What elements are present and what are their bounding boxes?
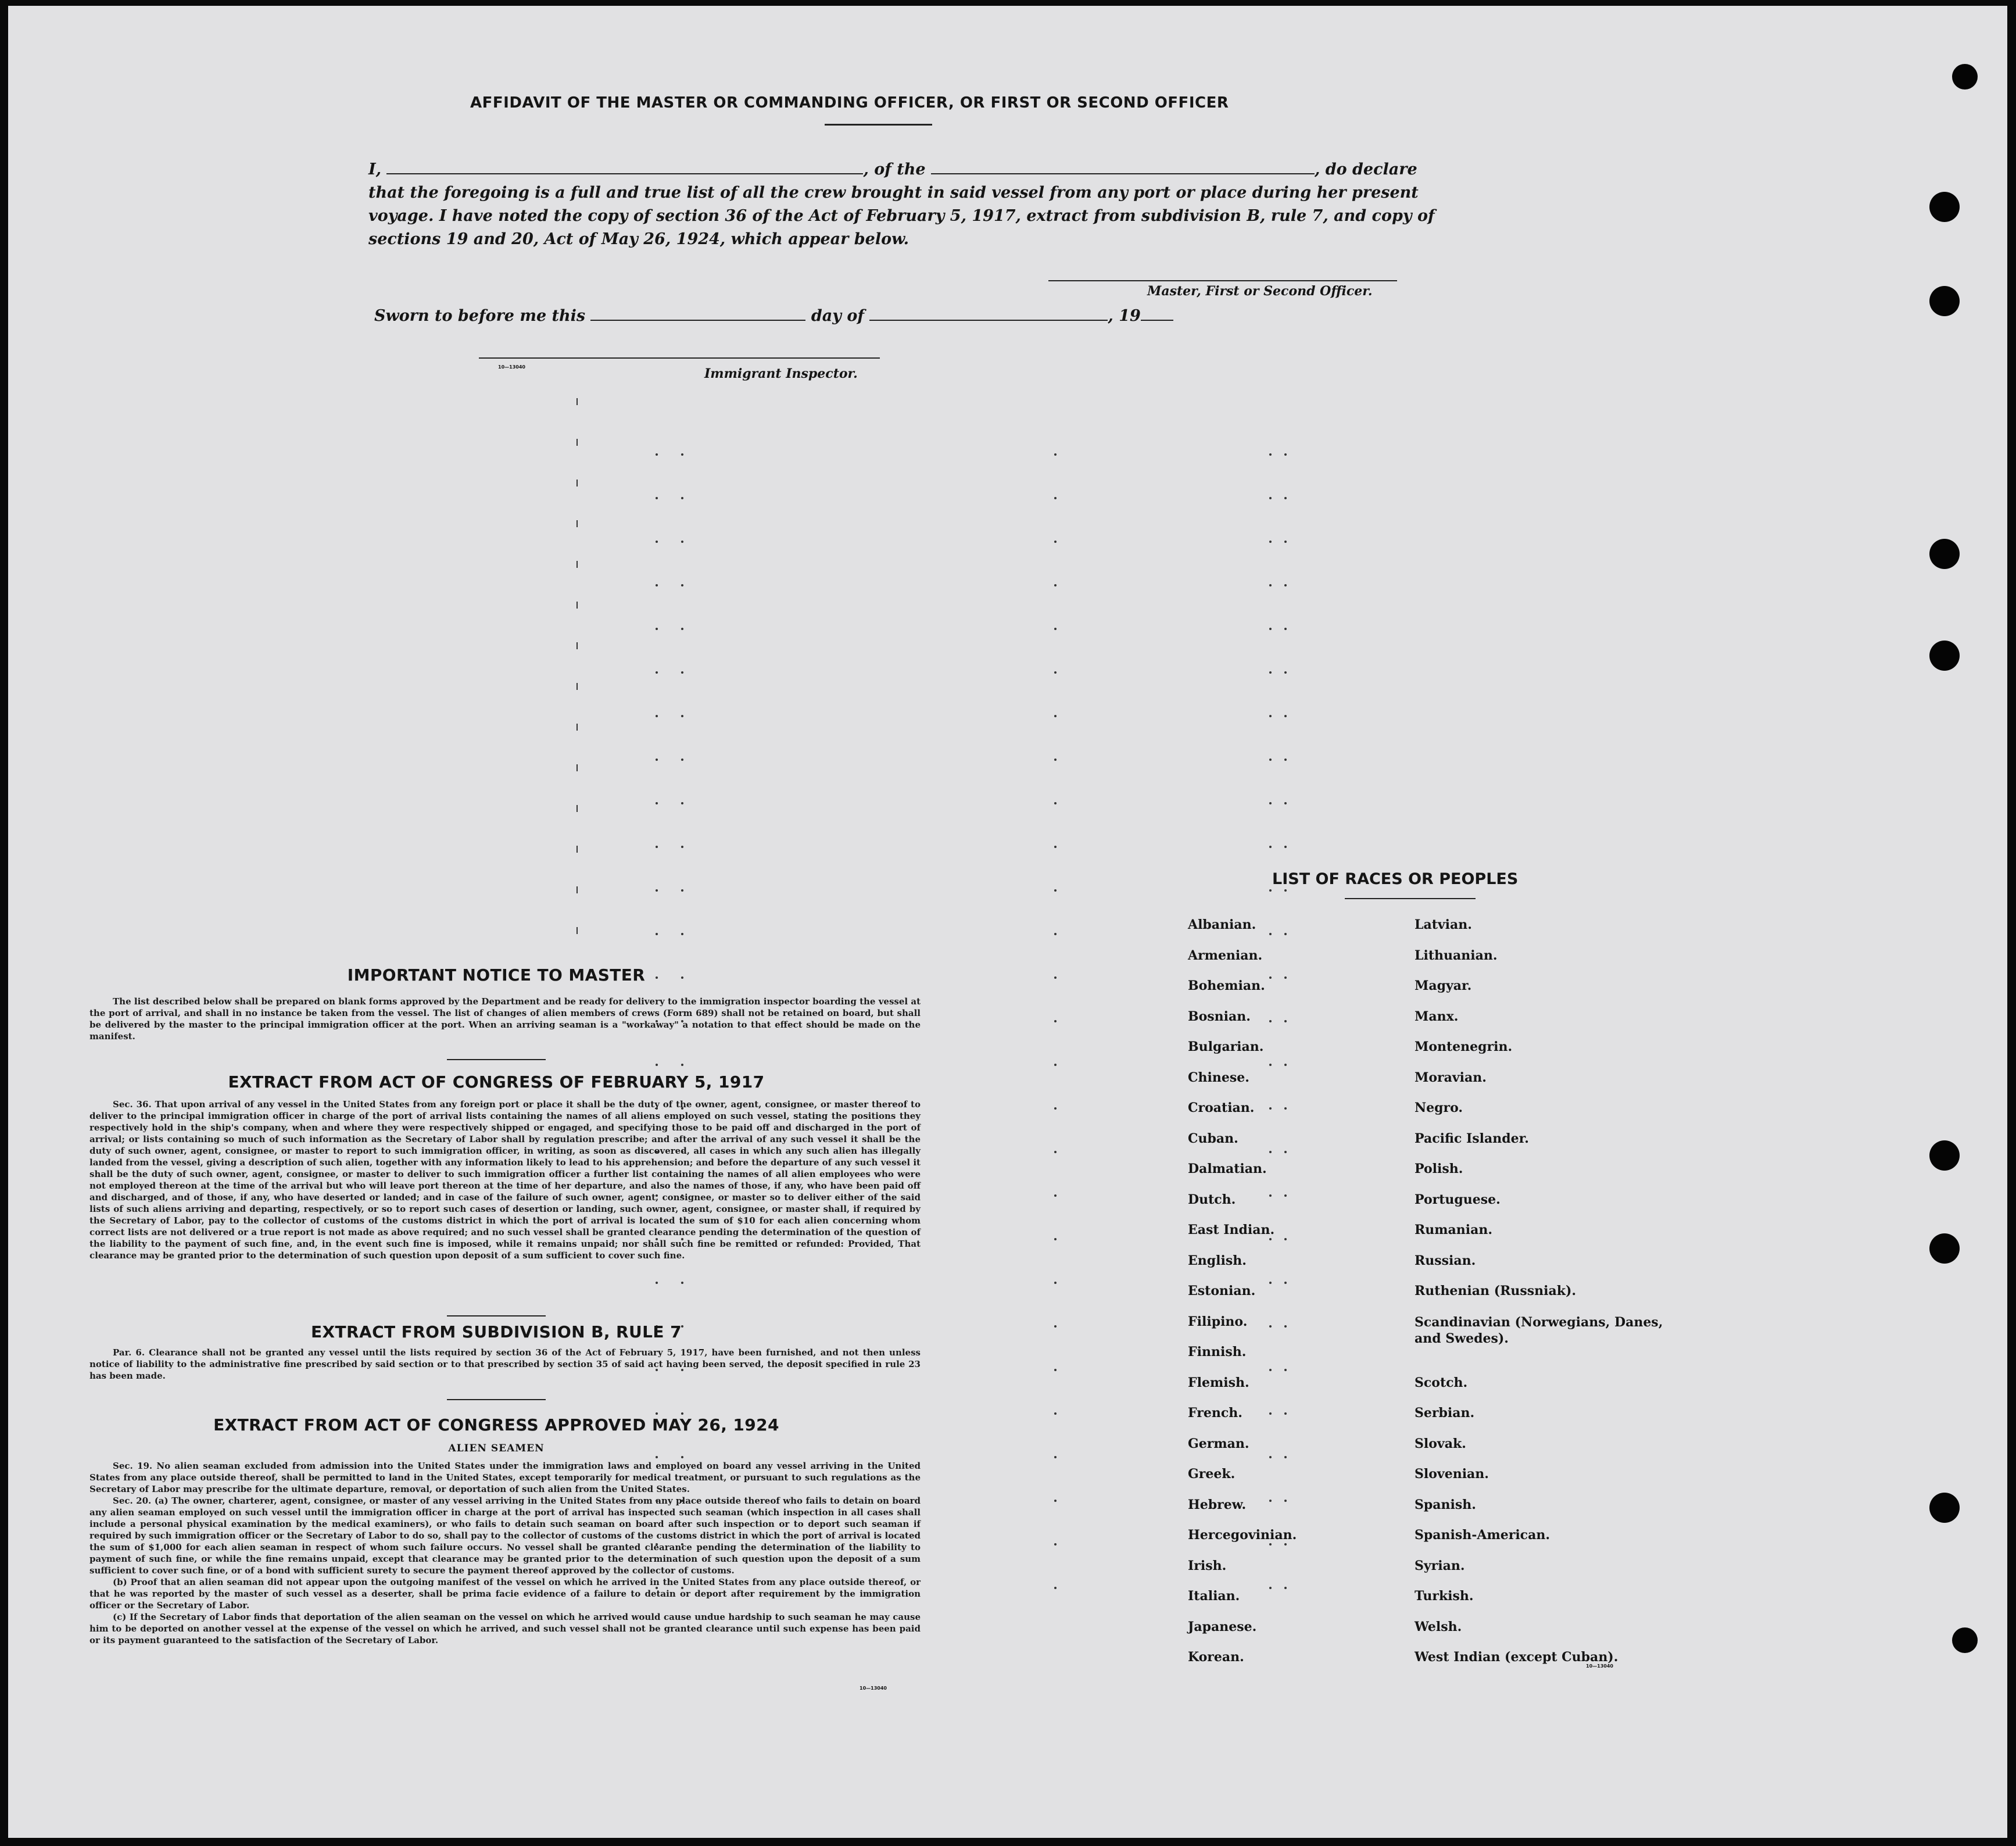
scan-dot xyxy=(681,802,683,804)
scan-dot xyxy=(1269,541,1272,543)
scan-dot xyxy=(681,453,683,456)
scan-dot xyxy=(1269,497,1272,499)
scan-dot xyxy=(656,541,658,543)
scan-dot xyxy=(1054,671,1057,674)
sec-20a-paragraph: Sec. 20. (a) The owner, charterer, agent, consignee, or master of any vessel arriving in the United States from any place outside thereof who fails to detain on board any alien seaman employed on such vessel until the immigration officer in charge at the port of arrival has inspected such seaman (which inspection in all cases shall include a personal physical examination by the medical examiners), or who fails to detain such seaman on board after such inspection or to deport such seaman if required by such immigration officer or the Secretary of Labor to do so, shall pay to the collector of customs of the customs district in which the port of arrival is located the sum of $1,000 for each alien seaman in respect of whom such failure occurs. No vessel shall be granted clearance pending the determination of the liability to payment of such fine, or while the fine remains unpaid, except that clearance may be granted prior to the determination of such question upon the deposit of a sum sufficient to cover such fine, or of a bond with sufficient surety to secure the payment thereof approved by the collector of customs. xyxy=(89,1496,921,1576)
scan-dot xyxy=(656,802,658,804)
scan-tick xyxy=(576,886,578,893)
race-item: Spanish. xyxy=(1415,1497,1476,1512)
race-item: Greek. xyxy=(1188,1466,1236,1482)
race-item: Spanish-American. xyxy=(1415,1527,1550,1543)
section-divider xyxy=(447,1399,546,1400)
scan-dot xyxy=(1054,1194,1057,1197)
race-item: Rumanian. xyxy=(1415,1222,1493,1237)
scan-dot xyxy=(1269,759,1272,761)
race-item: Scotch. xyxy=(1415,1375,1468,1390)
binder-hole xyxy=(1929,641,1960,671)
scan-dot xyxy=(656,1412,658,1415)
race-item: Chinese. xyxy=(1188,1069,1249,1085)
extract-1924-text xyxy=(89,1460,921,1646)
race-item: Croatian. xyxy=(1188,1100,1255,1115)
sworn-prefix: Sworn to before me this xyxy=(374,307,586,325)
scan-tick xyxy=(576,846,578,853)
scan-dot xyxy=(681,671,683,674)
scan-dot xyxy=(1054,1456,1057,1458)
scan-dot xyxy=(1269,584,1272,586)
form-number: 10—13040 xyxy=(1586,1663,1613,1669)
race-item: Irish. xyxy=(1188,1558,1227,1573)
scan-tick xyxy=(576,642,578,649)
scan-tick xyxy=(576,520,578,527)
scan-dot xyxy=(1284,759,1287,761)
scan-dot xyxy=(1054,584,1057,586)
extract-1917-text xyxy=(89,1099,921,1261)
race-item: Lithuanian. xyxy=(1415,947,1498,963)
race-item: Estonian. xyxy=(1188,1283,1256,1298)
binder-hole xyxy=(1929,1493,1960,1523)
scan-dot xyxy=(681,933,683,935)
races-divider xyxy=(1345,898,1476,899)
affidavit-declaration xyxy=(368,158,1444,251)
notice-paragraph: The list described below shall be prepared on blank forms approved by the Department and be ready for delivery to the immigration inspector boarding the vessel at the port of arrival, and shall in no instance be taken from the vessel. The list of changes of alien members of crews (Form 689) shall not be retained on board, but shall be delivered by the master to the principal immigration officer at the port. When an arriving seaman is a "workaway" a notation to that effect should be made on the manifest. xyxy=(89,996,921,1042)
scan-dot xyxy=(1284,541,1287,543)
scan-tick xyxy=(576,724,578,731)
scan-dot xyxy=(681,1282,683,1284)
scan-dot xyxy=(681,1412,683,1415)
scan-dot xyxy=(1054,846,1057,848)
form-number: 10—13040 xyxy=(498,364,525,370)
scan-dot xyxy=(656,1064,658,1066)
scan-dot xyxy=(1054,1412,1057,1415)
races-right-column xyxy=(1415,917,1670,1680)
alien-seamen-subheading: ALIEN SEAMEN xyxy=(448,1443,545,1454)
race-item: West Indian (except Cuban). xyxy=(1415,1650,1618,1665)
scan-dot xyxy=(656,497,658,499)
section-divider xyxy=(447,1059,546,1060)
inspector-label: Immigrant Inspector. xyxy=(704,366,858,381)
scan-dot xyxy=(1054,497,1057,499)
scan-dot xyxy=(1054,1369,1057,1371)
scan-dot xyxy=(681,628,683,630)
scan-tick xyxy=(576,480,578,486)
scan-dot xyxy=(1054,715,1057,717)
race-item: Ruthenian (Russniak). xyxy=(1415,1283,1577,1298)
scan-dot xyxy=(656,759,658,761)
scan-dot xyxy=(681,759,683,761)
scan-dot xyxy=(656,889,658,892)
document-page xyxy=(8,6,2007,1838)
scan-dot xyxy=(1284,846,1287,848)
scan-dot xyxy=(1054,453,1057,456)
declarant-name-field[interactable] xyxy=(386,160,863,174)
scan-dot xyxy=(1269,715,1272,717)
scan-dot xyxy=(1054,541,1057,543)
scan-dot xyxy=(1054,933,1057,935)
do-declare-label: , do declare xyxy=(1314,160,1417,178)
declarant-prefix: I, xyxy=(368,160,382,178)
race-item: French. xyxy=(1188,1405,1242,1421)
sworn-month-field[interactable] xyxy=(869,308,1108,321)
binder-hole xyxy=(1952,1627,1978,1653)
par-6-paragraph: Par. 6. Clearance shall not be granted any vessel until the lists required by section 36 of the Act of February 5, 1917, have been furnished, and not then unless notice of liability to the administrative fine prescribed by said section or to that prescribed by section 35 of said act having been served, the deposit specified in rule 23 has been made. xyxy=(89,1347,921,1381)
year-prefix: , 19 xyxy=(1108,307,1141,325)
sec-19-paragraph: Sec. 19. No alien seaman excluded from admission into the United States under the immigration laws and employed on board any vessel arriving in the United States from any place outside thereof, shall be permitted to land in the United States, except temporarily for medical treatment, or pursuant to such regulations as the Secretary of Labor may prescribe for the ultimate departure, removal, or deportation of such alien from the United States. xyxy=(89,1461,921,1494)
scan-dot xyxy=(1054,1500,1057,1502)
scan-dot xyxy=(681,497,683,499)
sworn-year-field[interactable] xyxy=(1141,308,1173,321)
scan-dot xyxy=(656,453,658,456)
race-item: Latvian. xyxy=(1415,917,1472,932)
race-item: Italian. xyxy=(1188,1589,1240,1604)
scan-dot xyxy=(1284,715,1287,717)
scan-dot xyxy=(1284,889,1287,892)
extract-1924-heading: EXTRACT FROM ACT OF CONGRESS APPROVED MAY 26, 1924 xyxy=(213,1415,779,1434)
race-item: Montenegrin. xyxy=(1415,1039,1513,1054)
race-item: Dalmatian. xyxy=(1188,1161,1267,1176)
scan-dot xyxy=(1269,453,1272,456)
race-item: Scandinavian (Norwegians, Danes, and Swedes). xyxy=(1415,1314,1663,1346)
scan-dot xyxy=(1054,1107,1057,1110)
scan-tick xyxy=(576,764,578,771)
scan-dot xyxy=(1269,846,1272,848)
race-item: Finnish. xyxy=(1188,1344,1247,1360)
race-item: Portuguese. xyxy=(1415,1192,1501,1207)
scan-dot xyxy=(1054,802,1057,804)
declaration-line-1 xyxy=(368,158,1444,181)
signature-label: Master, First or Second Officer. xyxy=(1147,284,1373,299)
section-divider xyxy=(447,1315,546,1316)
race-item: Turkish. xyxy=(1415,1589,1474,1604)
race-item: Manx. xyxy=(1415,1008,1459,1024)
day-of-label: day of xyxy=(811,307,864,325)
race-item: Moravian. xyxy=(1415,1069,1487,1085)
scan-dot xyxy=(1269,628,1272,630)
binder-hole xyxy=(1929,192,1960,222)
race-item: Pacific Islander. xyxy=(1415,1131,1529,1146)
extract-1917-heading: EXTRACT FROM ACT OF CONGRESS OF FEBRUARY 5, 1917 xyxy=(228,1072,765,1092)
rule7-text xyxy=(89,1347,921,1382)
scan-dot xyxy=(1054,1587,1057,1589)
scan-dot xyxy=(656,584,658,586)
race-item: Slovak. xyxy=(1415,1436,1466,1451)
scan-dot xyxy=(1054,1151,1057,1153)
race-item: Bohemian. xyxy=(1188,978,1265,993)
scan-dot xyxy=(681,846,683,848)
scan-tick xyxy=(576,602,578,609)
race-item: Negro. xyxy=(1415,1100,1463,1115)
race-item: Polish. xyxy=(1415,1161,1463,1176)
scan-dot xyxy=(681,541,683,543)
race-item: Magyar. xyxy=(1415,978,1472,993)
scan-dot xyxy=(1284,584,1287,586)
race-item: Serbian. xyxy=(1415,1405,1475,1421)
scan-tick xyxy=(576,439,578,446)
race-item: East Indian. xyxy=(1188,1222,1275,1237)
scan-dot xyxy=(1054,976,1057,979)
race-item: Russian. xyxy=(1415,1253,1476,1268)
sec-20c-paragraph: (c) If the Secretary of Labor finds that deportation of the alien seaman on the vessel on which he arrived would cause undue hardship to such seaman he may cause him to be deported on another vessel at the expense of the vessel on which he arrived, and such vessel shall not be granted clearance until such expense has been paid or its payment guaranteed to the satisfaction of the Secretary of Labor. xyxy=(89,1612,921,1645)
race-item: Bosnian. xyxy=(1188,1008,1251,1024)
sec-36-paragraph: Sec. 36. That upon arrival of any vessel in the United States from any foreign port or place it shall be the duty of the owner, agent, consignee, or master thereof to deliver to the principal immigration officer in charge of the port of arrival lists containing the names of all aliens employed on such vessel, stating the positions they respectively hold in the ship's company, when and where they were respectively shipped or engaged, and specifying those to be paid off and discharged in the port of arrival; or lists containing so much of such information as the Secretary of Labor shall by regulation prescribe; and after the arrival of any such vessel it shall be the duty of such owner, agent, consignee, or master to report to such immigration officer, in writing, as soon as discovered, all cases in which any such alien has illegally landed from the vessel, giving a description of such alien, together with any information likely to lead to his apprehension; and before the departure of any such vessel it shall be the duty of such owner, agent, consignee, or master to deliver to such immigration officer a further list containing the names of all alien employees who were not employed thereon at the time of the arrival but who will leave port thereon at the time of her departure, and also the names of those, if any, who have been paid off and discharged, and of those, if any, who have deserted or landed; and in case of the failure of such owner, agent, consignee, or master so to deliver either of the said lists of such aliens arriving and departing, respectively, or so to report such cases of desertion or landing, such owner, agent, consignee, or master shall, if required by the Secretary of Labor, pay to the collector of customs of the customs district in which the port of arrival is located the sum of $10 for each alien concerning whom correct lists are not delivered or a true report is not made as above required; and no such vessel shall be granted clearance pending the determination of the question of the liability to the payment of such fine, and, in the event such fine is imposed, while it remains unpaid; nor shall such fine be remitted or refunded: Provided, That clearance may be granted prior to the determination of such question upon deposit of a sum sufficient to cover such fine. xyxy=(89,1099,921,1261)
scan-dot xyxy=(1284,497,1287,499)
scan-dot xyxy=(681,1456,683,1458)
scan-dot xyxy=(656,846,658,848)
form-number: 10—13040 xyxy=(860,1686,887,1691)
scan-dot xyxy=(1054,628,1057,630)
races-left-column xyxy=(1188,917,1297,1680)
scan-dot xyxy=(681,889,683,892)
races-heading: LIST OF RACES OR PEOPLES xyxy=(1272,870,1519,888)
scan-dot xyxy=(1054,889,1057,892)
race-item: Bulgarian. xyxy=(1188,1039,1264,1054)
scan-tick xyxy=(576,683,578,690)
race-item: Armenian. xyxy=(1188,947,1263,963)
race-item: Hercegovinian. xyxy=(1188,1527,1297,1543)
scan-dot xyxy=(656,671,658,674)
race-item: English. xyxy=(1188,1253,1247,1268)
affidavit-title: AFFIDAVIT OF THE MASTER OR COMMANDING OFFICER, OR FIRST OR SECOND OFFICER xyxy=(470,94,1229,112)
race-item: German. xyxy=(1188,1436,1249,1451)
scan-dot xyxy=(1054,1020,1057,1022)
scan-dot xyxy=(1054,1325,1057,1328)
race-item: Albanian. xyxy=(1188,917,1256,932)
race-item: Korean. xyxy=(1188,1650,1244,1665)
binder-hole xyxy=(1929,1233,1960,1264)
scan-dot xyxy=(1284,802,1287,804)
notice-heading: IMPORTANT NOTICE TO MASTER xyxy=(347,965,646,985)
binder-hole xyxy=(1952,64,1978,90)
bleed-through-mark xyxy=(1310,86,1322,113)
scan-dot xyxy=(656,628,658,630)
race-item: Slovenian. xyxy=(1415,1466,1489,1482)
race-item: Hebrew. xyxy=(1188,1497,1247,1512)
binder-hole xyxy=(1929,286,1960,316)
inspector-signature-line[interactable] xyxy=(479,357,880,359)
scan-tick xyxy=(576,805,578,812)
scan-dot xyxy=(1284,453,1287,456)
race-item: Filipino. xyxy=(1188,1314,1248,1329)
scan-dot xyxy=(1054,1543,1057,1546)
scan-dot xyxy=(1054,1064,1057,1066)
scan-dot xyxy=(656,1456,658,1458)
scan-dot xyxy=(1054,1282,1057,1284)
notice-text xyxy=(89,996,921,1042)
race-item: Flemish. xyxy=(1188,1375,1249,1390)
race-item: Syrian. xyxy=(1415,1558,1465,1573)
of-the-label: , of the xyxy=(863,160,926,178)
scan-dot xyxy=(656,933,658,935)
binder-hole xyxy=(1929,1140,1960,1171)
race-item: Cuban. xyxy=(1188,1131,1238,1146)
scan-dot xyxy=(681,584,683,586)
sworn-day-field[interactable] xyxy=(590,308,805,321)
title-divider xyxy=(825,124,932,126)
race-item: Japanese. xyxy=(1188,1619,1257,1634)
scan-dot xyxy=(1269,671,1272,674)
rule7-heading: EXTRACT FROM SUBDIVISION B, RULE 7 xyxy=(311,1322,682,1341)
scan-dot xyxy=(1054,1238,1057,1240)
scan-dot xyxy=(1269,889,1272,892)
declaration-text: that the foregoing is a full and true list of all the crew brought in said vessel from any port or place during her present voyage. I have noted the copy of section 36 of the Act of February 5, 1917, extract from subdivision B, rule 7, and copy of sections 19 and 20, Act of May 26, 1924, which appear below. xyxy=(368,184,1435,248)
scan-dot xyxy=(1284,628,1287,630)
binder-hole xyxy=(1929,539,1960,569)
scan-dot xyxy=(1284,671,1287,674)
scan-dot xyxy=(656,715,658,717)
signature-line[interactable] xyxy=(1048,280,1397,281)
scan-dot xyxy=(681,715,683,717)
sworn-statement xyxy=(374,307,1173,325)
scan-tick xyxy=(576,561,578,568)
sec-20b-paragraph: (b) Proof that an alien seaman did not appear upon the outgoing manifest of the vessel on which he arrived in the United States from any place outside thereof, or that he was reported by the master of such vessel as a deserter, shall be prima facie evidence of a failure to detain or deport after requirement by the immigration officer or the Secretary of Labor. xyxy=(89,1577,921,1611)
race-item: Welsh. xyxy=(1415,1619,1462,1634)
scan-tick xyxy=(576,927,578,934)
scan-dot xyxy=(656,1282,658,1284)
scan-tick xyxy=(576,398,578,405)
vessel-name-field[interactable] xyxy=(931,160,1315,174)
race-item: Dutch. xyxy=(1188,1192,1236,1207)
scan-dot xyxy=(1054,759,1057,761)
scan-dot xyxy=(1269,802,1272,804)
scan-dot xyxy=(681,1064,683,1066)
